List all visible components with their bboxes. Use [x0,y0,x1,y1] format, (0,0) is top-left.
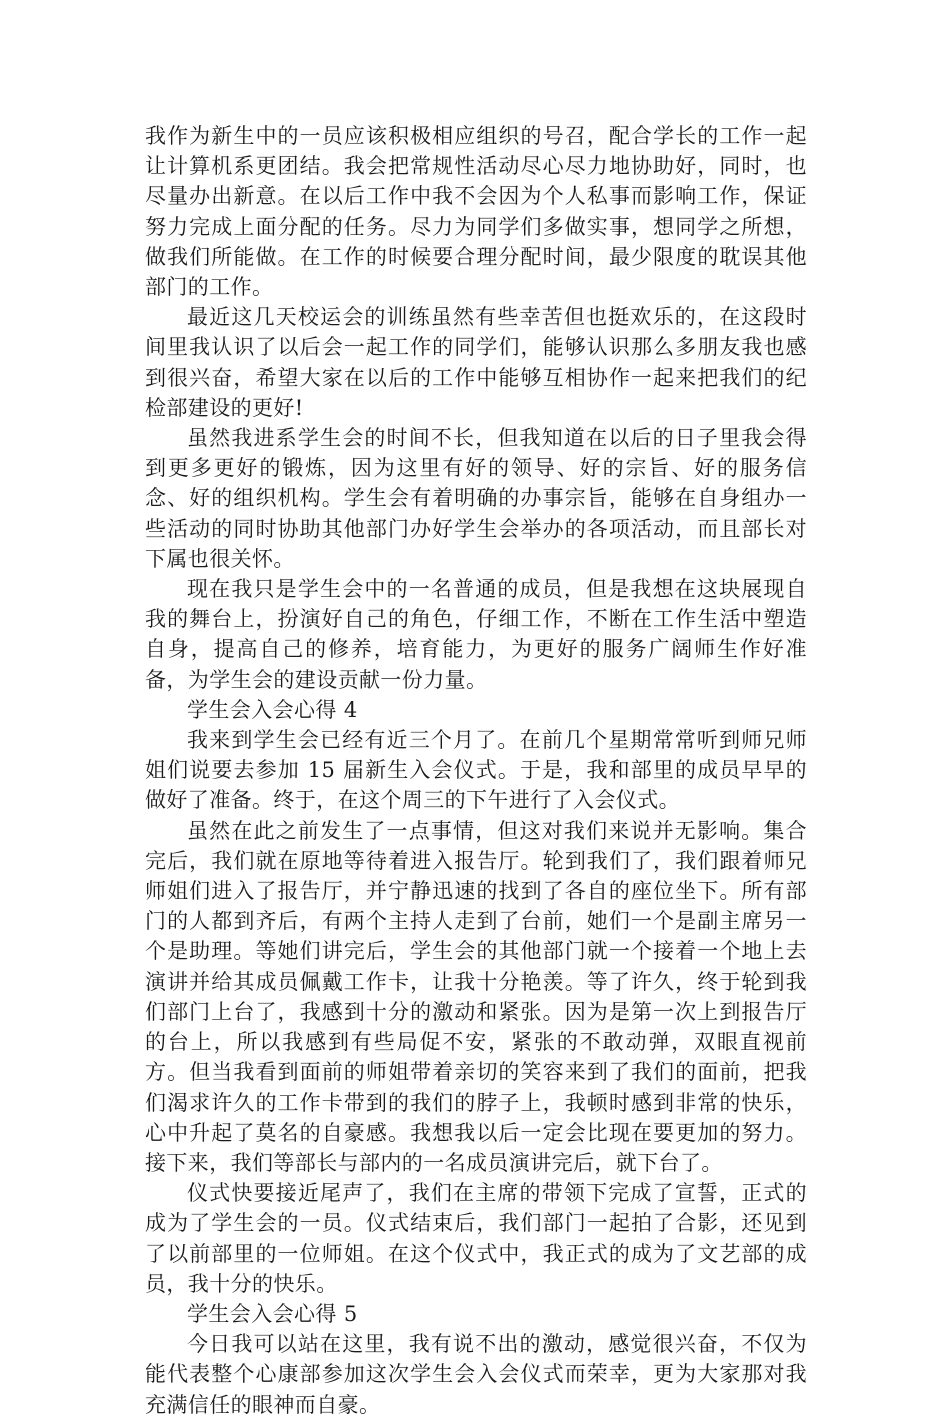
section-heading-5: 学生会入会心得 5 [187,1301,358,1326]
paragraph-1: 我作为新生中的一员应该积极相应组织的号召，配合学长的工作一起让计算机系更团结。我会把常规性活动尽心尽力地协助好，同时，也尽量办出新意。在以后工作中我不会因为个人私事而影响工作，保证努力完成上面分配的任务。尽力为同学们多做实事，想同学之所想，做我们所能做。在工作的时候要合理分配时间，最少限度的耽误其他部门的工作。 [145,124,807,300]
section-heading-4: 学生会入会心得 4 [187,697,358,722]
paragraph-2: 最近这几天校运会的训练虽然有些幸苦但也挺欢乐的，在这段时间里我认识了以后会一起工作的同学们，能够认识那么多朋友我也感到很兴奋，希望大家在以后的工作中能够互相协作一起来把我们的纪检部建设的更好! [145,305,807,420]
document-body [145,121,807,1420]
paragraph-4: 现在我只是学生会中的一名普通的成员，但是我想在这块展现自我的舞台上，扮演好自己的角色，仔细工作，不断在工作生活中塑造自身，提高自己的修养，培育能力，为更好的服务广阔师生作好准备，为学生会的建设贡献一份力量。 [145,577,807,692]
paragraph-6: 虽然在此之前发生了一点事情，但这对我们来说并无影响。集合完后，我们就在原地等待着进入报告厅。轮到我们了，我们跟着师兄师姐们进入了报告厅，并宁静迅速的找到了各自的座位坐下。所有部门的人都到齐后，有两个主持人走到了台前，她们一个是副主席另一个是助理。等她们讲完后，学生会的其他部门就一个接着一个地上去演讲并给其成员佩戴工作卡，让我十分艳羡。等了许久，终于轮到我们部门上台了，我感到十分的激动和紧张。因为是第一次上到报告厅的台上，所以我感到有些局促不安，紧张的不敢动弹，双眼直视前方。但当我看到面前的师姐带着亲切的笑容来到了我们的面前，把我们渴求许久的工作卡带到的我们的脖子上，我顿时感到非常的快乐，心中升起了莫名的自豪感。我想我以后一定会比现在要更加的努力。接下来，我们等部长与部内的一名成员演讲完后，就下台了。 [145,818,807,1175]
paragraph-7: 仪式快要接近尾声了，我们在主席的带领下完成了宣誓，正式的成为了学生会的一员。仪式结束后，我们部门一起拍了合影，还见到了以前部里的一位师姐。在这个仪式中，我正式的成为了文艺部的成员，我十分的快乐。 [145,1181,807,1296]
paragraph-3: 虽然我进系学生会的时间不长，但我知道在以后的日子里我会得到更多更好的锻炼，因为这里有好的领导、好的宗旨、好的服务信念、好的组织机构。学生会有着明确的办事宗旨，能够在自身组办一些活动的同时协助其他部门办好学生会举办的各项活动，而且部长对下属也很关怀。 [145,426,807,571]
paragraph-8: 今日我可以站在这里，我有说不出的激动，感觉很兴奋，不仅为能代表整个心康部参加这次学生会入会仪式而荣幸，更为大家那对我充满信任的眼神而自豪。 [145,1332,807,1417]
paragraph-5: 我来到学生会已经有近三个月了。在前几个星期常常听到师兄师姐们说要去参加 15 届新生入会仪式。于是，我和部里的成员早早的做好了准备。终于，在这个周三的下午进行了入会仪式。 [145,728,807,813]
